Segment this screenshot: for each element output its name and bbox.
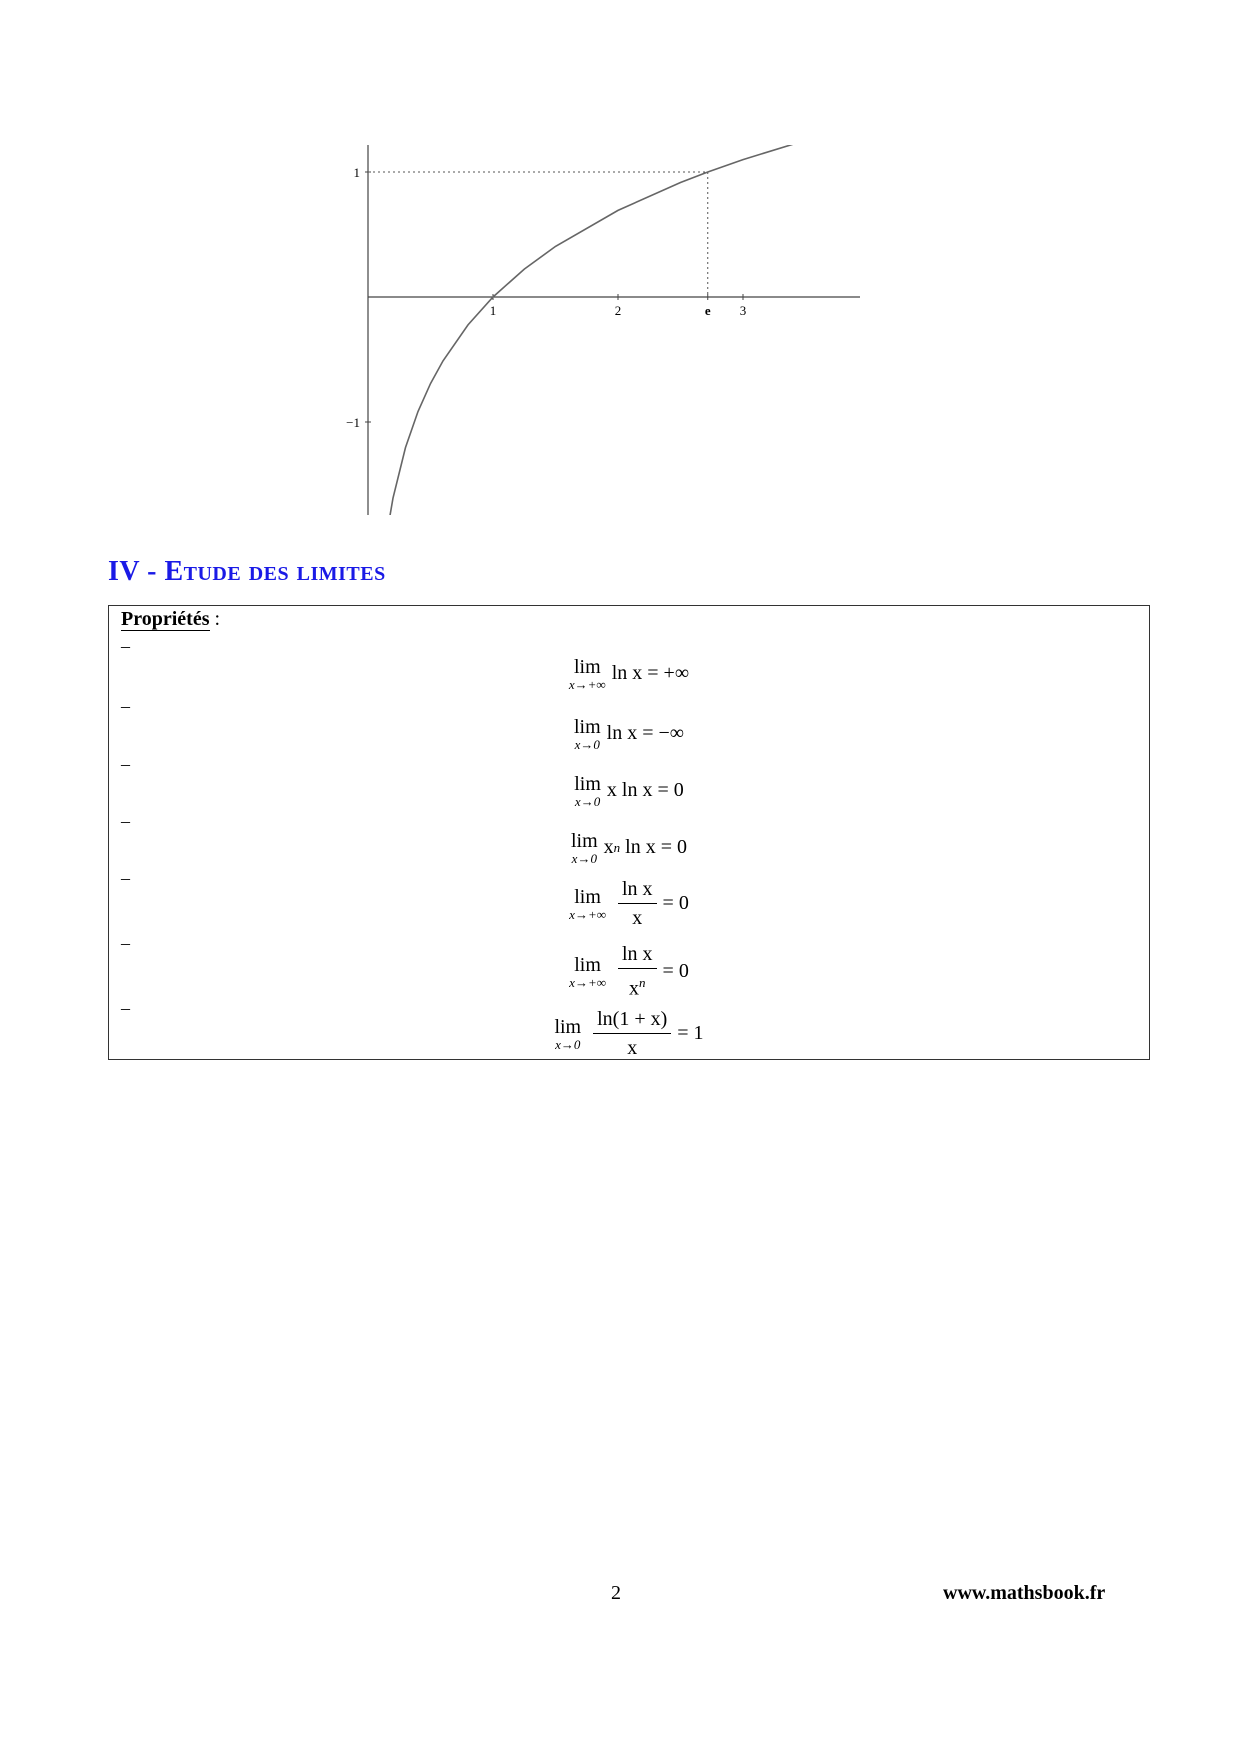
- limit-result: 0: [678, 892, 689, 914]
- y-tick-label: 1: [353, 165, 360, 180]
- lim-operator: lim: [554, 1016, 582, 1038]
- y-tick-label: −1: [346, 415, 360, 430]
- equals-sign: =: [677, 1022, 689, 1044]
- expression: ln x: [625, 836, 656, 858]
- fraction: [618, 943, 657, 1000]
- equals-sign: =: [657, 779, 669, 801]
- fraction-denominator: x: [627, 1037, 638, 1059]
- list-bullet: –: [121, 868, 130, 888]
- list-bullet: –: [121, 696, 130, 716]
- list-bullet: –: [121, 998, 130, 1018]
- fraction-numerator: ln x: [618, 943, 657, 969]
- denominator-exponent: n: [639, 975, 646, 990]
- x-tick-label: 3: [739, 303, 747, 318]
- lim-subscript: x→0: [574, 794, 601, 809]
- properties-title-colon: :: [214, 608, 221, 630]
- fraction: [593, 1008, 671, 1059]
- lim-subscript: x→+∞: [569, 974, 606, 990]
- properties-title-text: Propriétés: [121, 608, 210, 630]
- x-tick-label: 2: [614, 303, 622, 318]
- lim-operator: lim: [570, 830, 598, 852]
- lim-subscript: x→0: [555, 1037, 581, 1052]
- expression: ln x: [611, 662, 643, 684]
- lim-operator: lim: [574, 886, 601, 908]
- limit-result: −∞: [658, 722, 685, 744]
- footer-website: www.mathsbook.fr: [943, 1582, 1106, 1604]
- ln-curve: [378, 145, 860, 515]
- fraction-denominator: [629, 969, 646, 1000]
- section-heading-text: Etude des limites: [164, 556, 386, 587]
- expression: x ln x: [606, 779, 653, 801]
- equals-sign: =: [662, 959, 674, 982]
- lim-operator: lim: [573, 656, 601, 678]
- equals-sign: =: [647, 662, 659, 684]
- list-bullet: –: [121, 754, 130, 774]
- properties-box: [108, 605, 1150, 1060]
- fraction-numerator: ln(1 + x): [593, 1008, 671, 1034]
- lim-operator: lim: [574, 773, 601, 795]
- list-bullet: –: [121, 636, 130, 656]
- section-title: [108, 556, 386, 588]
- fraction-numerator: ln x: [618, 878, 657, 904]
- equals-sign: =: [642, 722, 654, 744]
- fraction: [618, 878, 657, 929]
- limit-result: +∞: [663, 662, 690, 684]
- x-tick-label: e: [704, 303, 711, 318]
- lim-operator: lim: [573, 716, 601, 738]
- x-tick-label: 1: [489, 303, 497, 318]
- limit-formula-1: [109, 656, 1149, 691]
- list-bullet: –: [121, 811, 130, 831]
- lim-subscript: x→0: [571, 851, 597, 866]
- expression-exponent: n: [613, 839, 621, 855]
- denominator-base: x: [629, 977, 640, 1000]
- section-separator: -: [147, 556, 157, 587]
- limit-formula-6: [109, 943, 1149, 1000]
- fraction-denominator: x: [632, 907, 643, 929]
- page-number: 2: [611, 1582, 621, 1604]
- list-bullet: –: [121, 933, 130, 953]
- lim-operator: lim: [574, 953, 601, 976]
- expression-base: x: [603, 836, 614, 858]
- section-number: IV: [108, 556, 140, 587]
- limit-result: 0: [678, 959, 689, 982]
- ln-graph: [300, 145, 860, 515]
- limit-formula-3: [109, 773, 1149, 808]
- limit-formula-5: [109, 878, 1149, 929]
- properties-title: [121, 608, 220, 631]
- limit-result: 1: [693, 1022, 704, 1044]
- expression: ln x: [606, 722, 638, 744]
- limit-result: 0: [673, 779, 684, 801]
- lim-subscript: x→+∞: [569, 907, 606, 922]
- equals-sign: =: [660, 836, 672, 858]
- lim-subscript: x→0: [574, 737, 600, 752]
- lim-subscript: x→+∞: [568, 677, 606, 692]
- equals-sign: =: [662, 892, 674, 914]
- limit-formula-4: [109, 830, 1149, 865]
- limit-formula-7: [109, 1008, 1149, 1059]
- limit-result: 0: [677, 836, 687, 858]
- limit-formula-2: [109, 716, 1149, 751]
